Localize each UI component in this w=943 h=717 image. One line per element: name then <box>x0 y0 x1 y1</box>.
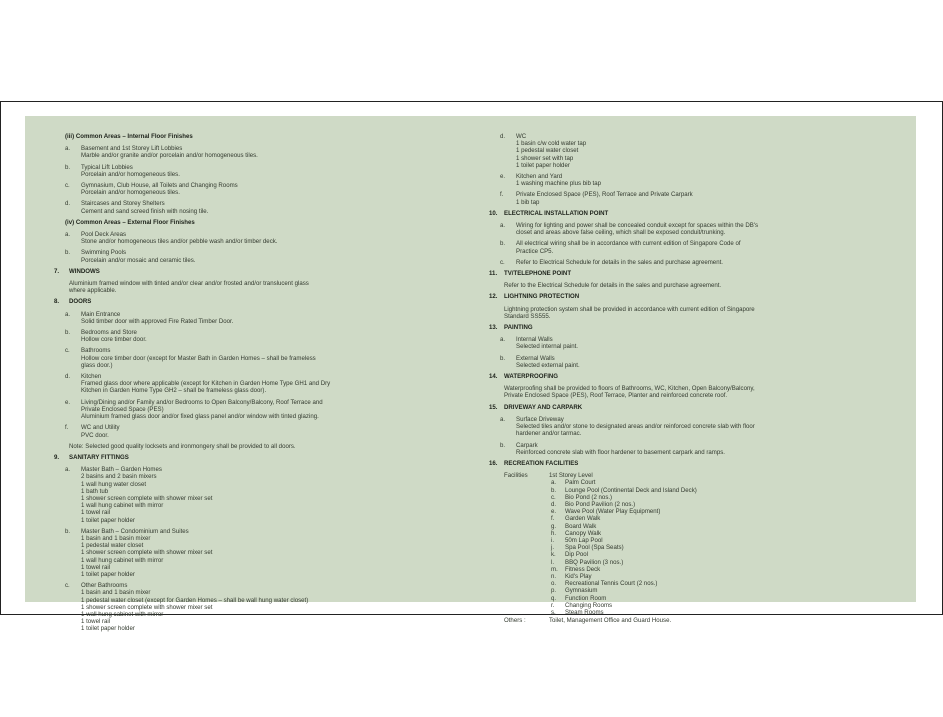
section-tv-title: TV/TELEPHONE POINT <box>504 270 572 278</box>
item-body <box>516 133 909 169</box>
facility-item <box>549 602 697 609</box>
item-title: All electrical wiring shall be in accordance with current edition of Singapore Code of <box>516 240 741 248</box>
windows-text <box>69 280 464 294</box>
item-line: 1 shower screen complete with shower mixer set <box>81 494 213 502</box>
facility-letter: q. <box>551 594 557 602</box>
list-item <box>500 191 909 205</box>
item-line: 1 wall hung cabinet with mirror <box>81 502 164 510</box>
item-line: 1 shower set with tap <box>516 154 574 162</box>
item-line: Hollow core timber door (except for Master Bath in Garden Homes – shall be frameless <box>81 354 316 362</box>
section-driveway-title: DRIVEWAY AND CARPARK <box>504 403 583 411</box>
list-item <box>65 249 464 263</box>
section-doors-title: DOORS <box>69 298 92 306</box>
item-title: Private Enclosed Space (PES), Roof Terrace and Private Carpark <box>516 191 693 199</box>
facilities-label: Facilities <box>504 472 528 480</box>
item-line: 1 bath tub <box>81 487 109 495</box>
item-letter: b. <box>65 329 71 337</box>
item-letter: d. <box>500 133 506 140</box>
item-body <box>81 528 464 578</box>
item-body <box>81 466 464 524</box>
item-line: Hollow core timber door. <box>81 336 147 344</box>
facility-name: Recreational Tennis Court (2 nos.) <box>565 580 658 588</box>
item-line: Cement and sand screed finish with nosing tile. <box>81 207 209 215</box>
facility-name: 50m Lap Pool <box>565 536 603 544</box>
facility-item <box>549 587 697 594</box>
list-item <box>500 173 909 187</box>
section-lightning-title: LIGHTNING PROTECTION <box>504 293 580 301</box>
facility-name: Bio Pond (2 nos.) <box>565 493 613 501</box>
item-body <box>81 145 464 159</box>
item-title: Bedrooms and Store <box>81 329 137 337</box>
item-title: Gymnasium, Club House, all Toilets and Changing Rooms <box>81 182 238 190</box>
facilities-list <box>549 479 697 616</box>
tv-text <box>504 282 909 289</box>
item-title: Refer to Electrical Schedule for details in the sales and purchase agreement. <box>516 258 723 266</box>
others-label: Others : <box>504 617 526 625</box>
item-letter: c. <box>65 347 70 355</box>
item-line: 1 wall hung cabinet with mirror <box>81 556 164 564</box>
facility-name: Lounge Pool (Continental Deck and Island Deck) <box>565 486 697 494</box>
item-line: 1 toilet paper holder <box>81 625 135 633</box>
item-title: WC <box>516 133 527 140</box>
text-line: Standard SS555. <box>504 312 551 320</box>
section-electrical-title: ELECTRICAL INSTALLATION POINT <box>504 209 609 217</box>
section-sanitary: 9. SANITARY FITTINGS <box>54 453 129 461</box>
lightning-text <box>504 306 909 320</box>
section-recreation: 16. RECREATION FACILITIES <box>489 459 579 467</box>
list-item <box>65 311 464 325</box>
item-body <box>81 200 464 214</box>
item-line: Marble and/or granite and/or porcelain and/or homogeneous tiles. <box>81 152 258 160</box>
list-item <box>65 424 464 438</box>
section-sanitary-title: SANITARY FITTINGS <box>69 453 129 461</box>
item-line: Porcelain and/or homogeneous tiles. <box>81 170 180 178</box>
text-line: Aluminium framed window with tinted and/or clear and/or frosted and/or translucent glass <box>69 280 309 288</box>
item-body <box>81 231 464 245</box>
facility-letter: d. <box>551 500 557 508</box>
item-line: 1 basin c/w cold water tap <box>516 140 587 148</box>
waterproofing-text <box>504 385 909 399</box>
facility-name: Function Room <box>565 594 607 602</box>
item-line: 1 towel rail <box>81 509 111 517</box>
text-line: Waterproofing shall be provided to floors of Bathrooms, WC, Kitchen, Open Balcony/Balcony, <box>504 385 755 393</box>
item-body <box>516 222 909 236</box>
facility-item <box>549 595 697 602</box>
facility-name: Board Walk <box>565 522 597 530</box>
item-letter: a. <box>65 466 71 474</box>
facility-name: Dip Pool <box>565 551 589 559</box>
item-body <box>81 373 464 395</box>
facility-item <box>549 523 697 530</box>
item-body <box>81 582 464 632</box>
item-line: Selected tiles and/or stone to designated areas and/or reinforced concrete slab with floor <box>516 423 755 431</box>
list-item <box>500 336 909 350</box>
facility-item <box>549 530 697 537</box>
item-line: 1 wall hung water closet <box>81 480 147 488</box>
list-item <box>500 222 909 236</box>
item-letter: b. <box>65 527 71 535</box>
facility-letter: c. <box>551 493 556 501</box>
facilities-storey: 1st Storey Level <box>549 472 593 480</box>
facility-name: Canopy Walk <box>565 529 602 537</box>
item-line: 1 basin and 1 basin mixer <box>81 534 151 542</box>
item-line: Selected internal paint. <box>516 343 578 351</box>
item-title: Kitchen <box>81 373 102 381</box>
facility-letter: h. <box>551 529 557 537</box>
item-line: Solid timber door with approved Fire Rated Timber Door. <box>81 317 234 325</box>
facility-letter: l. <box>551 558 555 566</box>
common-external-list <box>54 231 464 264</box>
list-item <box>65 182 464 196</box>
item-line: Stone and/or homogeneous tiles and/or pebble wash and/or timber deck. <box>81 238 278 246</box>
section-waterproofing: 14. WATERPROOFING <box>489 373 559 381</box>
item-body <box>81 182 464 196</box>
others-row <box>504 617 909 624</box>
item-title: Basement and 1st Storey Lift Lobbies <box>81 145 183 153</box>
item-line: 1 bib tap <box>516 198 540 206</box>
item-body <box>81 347 464 369</box>
item-line: 1 basin and 1 basin mixer <box>81 589 151 597</box>
item-letter: c. <box>65 582 70 590</box>
item-line: Aluminium framed glass door and/or fixed glass panel and/or window with tinted glazing. <box>81 413 319 421</box>
item-line: 2 basins and 2 basin mixers <box>81 473 157 481</box>
facility-item <box>549 544 697 551</box>
item-title: Living/Dining and/or Family and/or Bedrooms to Open Balcony/Balcony, Roof Terrace and <box>81 398 323 406</box>
common-internal-heading: (iii) Common Areas – Internal Floor Finishes <box>65 133 193 140</box>
list-item <box>500 240 909 254</box>
item-body <box>516 355 909 369</box>
item-letter: e. <box>65 398 71 406</box>
left-column <box>54 133 464 637</box>
item-letter: b. <box>500 441 506 449</box>
item-line: 1 pedestal water closet <box>516 147 579 155</box>
section-driveway: 15. DRIVEWAY AND CARPARK <box>489 403 583 411</box>
list-item <box>500 416 909 438</box>
list-item <box>500 442 909 456</box>
item-body <box>81 164 464 178</box>
list-item <box>65 466 464 524</box>
item-line: Reinforced concrete slab with floor hardener to basement carpark and ramps. <box>516 448 725 456</box>
item-letter: a. <box>65 145 71 153</box>
list-item <box>500 133 909 169</box>
facility-letter: r. <box>551 601 555 609</box>
item-title: Carpark <box>516 441 538 449</box>
item-line: 1 washing machine plus bib tap <box>516 180 602 188</box>
item-line: 1 toilet paper holder <box>516 161 570 169</box>
item-title: Main Entrance <box>81 310 121 318</box>
facility-item <box>549 515 697 522</box>
item-letter: a. <box>500 336 506 344</box>
item-letter: e. <box>500 173 506 181</box>
item-title: External Walls <box>516 354 555 362</box>
item-line: 1 toilet paper holder <box>81 516 135 524</box>
facility-letter: k. <box>551 551 556 559</box>
facility-item <box>549 580 697 587</box>
item-body <box>81 424 464 438</box>
facility-item <box>549 559 697 566</box>
item-line: 1 towel rail <box>81 563 111 571</box>
item-line: 1 pedestal water closet <box>81 542 144 550</box>
item-letter: b. <box>65 163 71 171</box>
facilities-body <box>549 472 697 616</box>
list-item <box>65 200 464 214</box>
right-column <box>489 133 909 624</box>
facility-name: Bio Pond Pavilion (2 nos.) <box>565 500 636 508</box>
section-doors: 8. DOORS <box>54 298 92 306</box>
common-external-heading: (iv) Common Areas – External Floor Finishes <box>65 218 195 226</box>
item-title: Staircases and Storey Shelters <box>81 200 165 208</box>
item-line: glass door.) <box>81 361 113 369</box>
facility-letter: b. <box>551 486 557 494</box>
list-item <box>65 231 464 245</box>
section-tv: 11. TV/TELEPHONE POINT <box>489 270 572 278</box>
facility-letter: j. <box>551 544 555 552</box>
list-item <box>65 145 464 159</box>
facility-name: Fitness Deck <box>565 565 601 573</box>
facility-letter: n. <box>551 572 557 580</box>
item-body <box>516 259 909 266</box>
item-letter: a. <box>65 231 71 239</box>
item-letter: a. <box>65 310 71 318</box>
list-item <box>65 582 464 632</box>
facility-letter: s. <box>551 608 556 616</box>
item-title: WC and Utility <box>81 424 120 432</box>
section-electrical: 10. ELECTRICAL INSTALLATION POINT <box>489 209 609 217</box>
doors-note: Note: Selected good quality locksets and ironmongery shall be provided to all doors. <box>69 442 296 450</box>
driveway-list <box>489 416 909 456</box>
item-letter: d. <box>65 373 71 381</box>
item-body <box>81 311 464 325</box>
item-title: Pool Deck Areas <box>81 231 127 239</box>
item-body <box>81 249 464 263</box>
item-body <box>516 336 909 350</box>
facility-item <box>549 566 697 573</box>
item-letter: b. <box>65 249 71 257</box>
item-letter: f. <box>65 424 69 432</box>
facility-name: Changing Rooms <box>565 601 613 609</box>
item-body <box>516 416 909 438</box>
text-line: Private Enclosed Space (PES), Roof Terrace, Planter and reinforced concrete roof. <box>504 392 728 400</box>
item-line: Practice CP5. <box>516 247 554 255</box>
item-letter: c. <box>65 182 70 190</box>
item-line: 1 towel rail <box>81 618 111 626</box>
item-line: PVC door. <box>81 431 109 439</box>
facility-letter: i. <box>551 536 555 544</box>
electrical-list <box>489 222 909 266</box>
facility-item <box>549 501 697 508</box>
facility-name: Steam Rooms <box>565 608 604 616</box>
item-letter: c. <box>500 258 505 266</box>
section-waterproofing-title: WATERPROOFING <box>504 373 559 381</box>
facility-item <box>549 487 697 494</box>
item-line: Kitchen in Garden Home Type GH2 – shall be frameless glass door). <box>81 387 267 395</box>
item-letter: b. <box>500 240 506 248</box>
item-title: Bathrooms <box>81 347 111 355</box>
item-title: Swimming Pools <box>81 249 127 257</box>
item-body <box>81 399 464 421</box>
section-recreation-title: RECREATION FACILITIES <box>504 459 579 467</box>
facility-name: Palm Court <box>565 479 596 487</box>
facility-letter: o. <box>551 580 557 588</box>
facility-name: Gymnasium <box>565 587 598 595</box>
item-title: Wiring for lighting and power shall be concealed conduit except for spaces within the DB's <box>516 222 758 230</box>
item-line: Selected external paint. <box>516 361 580 369</box>
item-line: Porcelain and/or homogeneous tiles. <box>81 189 180 197</box>
item-line: closet and areas above false ceiling, which shall be exposed conduit/trunking. <box>516 229 726 237</box>
facility-item <box>549 573 697 580</box>
facility-item <box>549 479 697 486</box>
facility-letter: m. <box>551 565 558 573</box>
list-item <box>500 355 909 369</box>
list-item <box>65 373 464 395</box>
text-line: where applicable. <box>69 287 117 295</box>
facility-name: Spa Pool (Spa Seats) <box>565 544 624 552</box>
item-letter: f. <box>500 191 504 199</box>
section-windows: 7. WINDOWS <box>54 267 100 275</box>
list-item <box>500 259 909 266</box>
item-title: Typical Lift Lobbies <box>81 163 133 171</box>
specifications-panel <box>25 116 916 633</box>
section-painting-title: PAINTING <box>504 324 533 332</box>
section-windows-title: WINDOWS <box>69 267 100 275</box>
facility-letter: a. <box>551 479 557 487</box>
facilities-block <box>504 472 909 616</box>
facility-item <box>549 551 697 558</box>
item-line: Porcelain and/or mosaic and ceramic tiles. <box>81 256 196 264</box>
item-line: 1 shower screen complete with shower mixer set <box>81 603 213 611</box>
doors-list <box>54 311 464 439</box>
item-body <box>516 240 909 254</box>
item-title: Surface Driveway <box>516 415 564 423</box>
item-body <box>516 191 909 205</box>
facility-letter: p. <box>551 587 557 595</box>
list-item <box>65 347 464 369</box>
facility-item <box>549 494 697 501</box>
item-line: Private Enclosed Space (PES) <box>81 405 164 413</box>
item-line: 1 toilet paper holder <box>81 570 135 578</box>
item-body <box>516 173 909 187</box>
list-item <box>65 164 464 178</box>
common-internal-list <box>54 145 464 215</box>
facility-letter: g. <box>551 522 557 530</box>
facility-item <box>549 609 697 616</box>
facility-item <box>549 537 697 544</box>
sanitary-continued-list <box>489 133 909 206</box>
list-item <box>65 329 464 343</box>
facility-letter: e. <box>551 508 557 516</box>
item-title: Master Bath – Condominium and Suites <box>81 527 189 535</box>
section-painting: 13. PAINTING <box>489 324 533 332</box>
facility-name: Garden Walk <box>565 515 601 523</box>
painting-list <box>489 336 909 369</box>
item-body <box>516 442 909 456</box>
facility-name: BBQ Pavilion (3 nos.) <box>565 558 624 566</box>
facility-name: Wave Pool (Water Play Equipment) <box>565 508 661 516</box>
item-line: Framed glass door where applicable (except for Kitchen in Garden Home Type GH1 and Dry <box>81 380 331 388</box>
section-lightning: 12. LIGHTNING PROTECTION <box>489 293 580 301</box>
item-title: Master Bath – Garden Homes <box>81 466 162 474</box>
item-line: 1 shower screen complete with shower mixer set <box>81 549 213 557</box>
list-item <box>65 399 464 421</box>
item-line: 1 pedestal water closet (except for Garden Homes – shall be wall hung water closet) <box>81 596 309 604</box>
sanitary-list <box>54 466 464 632</box>
text-line: Lightning protection system shall be provided in accordance with current edition of Singapore <box>504 305 755 313</box>
facility-name: Kid's Play <box>565 572 592 580</box>
item-line: hardener and/or tarmac. <box>516 430 582 438</box>
list-item <box>65 528 464 578</box>
facility-item <box>549 508 697 515</box>
item-body <box>81 329 464 343</box>
text-line: Refer to the Electrical Schedule for details in the sales and purchase agreement. <box>504 282 722 290</box>
item-letter: d. <box>65 200 71 208</box>
item-letter: a. <box>500 222 506 230</box>
item-line: 1 wall hung cabinet with mirror <box>81 610 164 618</box>
item-title: Internal Walls <box>516 336 553 344</box>
item-letter: a. <box>500 415 506 423</box>
item-title: Other Bathrooms <box>81 582 128 590</box>
others-text: Toilet, Management Office and Guard House. <box>549 617 672 625</box>
page-frame <box>0 101 943 633</box>
item-letter: b. <box>500 354 506 362</box>
facility-letter: f. <box>551 515 555 523</box>
item-title: Kitchen and Yard <box>516 173 563 181</box>
